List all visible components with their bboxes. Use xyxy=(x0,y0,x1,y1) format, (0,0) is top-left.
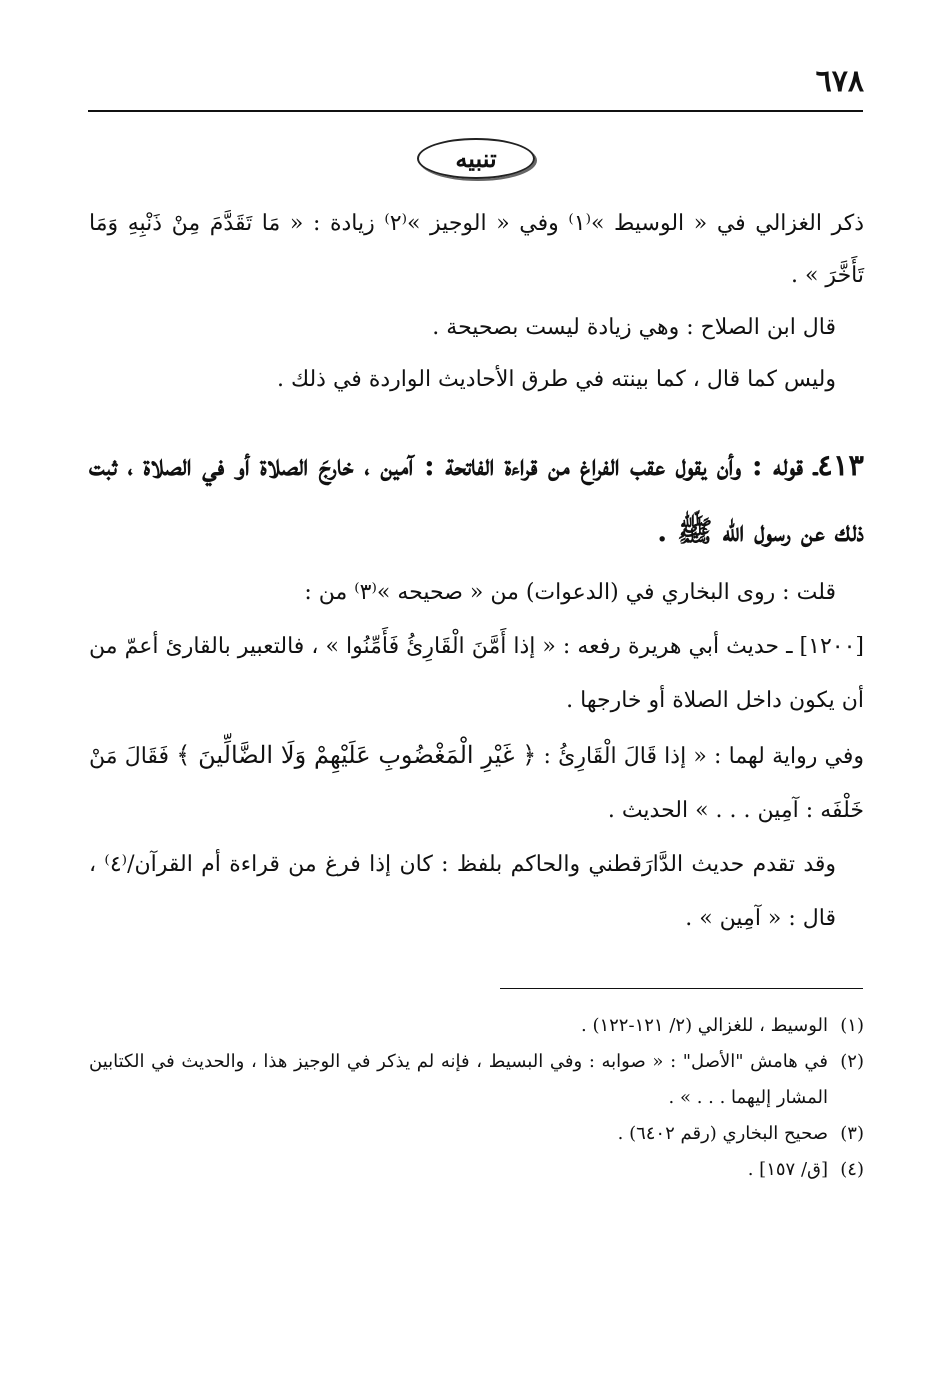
paragraph: وليس كما قال ، كما بينته في طرق الأحاديث الواردة في ذلك . xyxy=(276,367,836,392)
section-title-container xyxy=(0,138,952,179)
footnote-text: صحيح البخاري (رقم ٦٤٠٢) . xyxy=(617,1123,828,1144)
footnote xyxy=(89,1044,864,1116)
narration-suffix: فَقَالَ مَنْ خَلْفَه : آمِين . . . » الحديث . xyxy=(89,744,864,823)
footnote xyxy=(89,1152,864,1188)
footnote-number: (٤) xyxy=(840,1159,864,1180)
paragraph: ذكر الغزالي في « الوسيط »⁽١⁾ وفي « الوجيز »⁽٢⁾ زيادة : « مَا تَقَدَّمَ مِنْ ذَنْبِهِ وَمَا تَأَخَّرَ » . xyxy=(89,211,864,288)
footnote-separator xyxy=(500,988,863,989)
intro-block xyxy=(89,198,864,406)
footnote-number: (١) xyxy=(840,1015,864,1036)
paragraph: قال ابن الصلاح : وهي زيادة ليست بصحيحة . xyxy=(432,315,836,340)
quran-verse: ﴿ غَيْرِ الْمَغْضُوبِ عَلَيْهِمْ وَلَا الضَّالِّينَ ﴾ xyxy=(176,741,537,769)
footnotes xyxy=(89,1008,864,1188)
footnote-text: [ق/ ١٥٧] . xyxy=(747,1159,828,1180)
narration-prefix: وفي رواية لهما : « إذا قَالَ الْقَارِئُ : xyxy=(543,744,865,769)
footnote-number: (٢) xyxy=(840,1051,864,1072)
commentary-block xyxy=(89,566,864,946)
footnote xyxy=(89,1116,864,1152)
page-number: ٦٧٨ xyxy=(815,64,864,99)
footnote-text: الوسيط ، للغزالي (٢/ ١٢١-١٢٢) . xyxy=(581,1015,828,1036)
entry-heading: ٤١٣ـ قوله : وأن يقول عقب الفراغ من قراءة الفاتحة : آمين ، خارجَ الصلاة أو في الصلاة ، ثبت ذلك عن رسول الله ﷺ . xyxy=(89,448,864,548)
header-rule xyxy=(88,110,863,112)
paragraph: قلت : روى البخاري في (الدعوات) من « صحيحه »⁽٣⁾ من : xyxy=(304,580,836,605)
footnote xyxy=(89,1008,864,1044)
paragraph: وقد تقدم حديث الدَّارَقطني والحاكم بلفظ : كان إذا فرغ من قراءة أم القرآن/⁽٤⁾ ، قال : « آمِين » . xyxy=(89,852,837,931)
footnote-number: (٣) xyxy=(840,1123,864,1144)
hadith-paragraph: [١٢٠٠] ـ حديث أبي هريرة رفعه : « إذا أَمَّنَ الْقَارِئُ فَأَمِّنُوا » ، فالتعبير بالقارئ أعمّ من أن يكون داخل الصلاة أو خارجها . xyxy=(89,634,864,713)
footnote-text: في هامش "الأصل" : « صوابه : وفي البسيط ، فإنه لم يذكر في الوجيز هذا ، والحديث في الكتابين المشار إليهما . . . » . xyxy=(89,1051,828,1108)
narration-paragraph xyxy=(89,728,864,838)
section-title: تنبيه xyxy=(417,138,534,179)
